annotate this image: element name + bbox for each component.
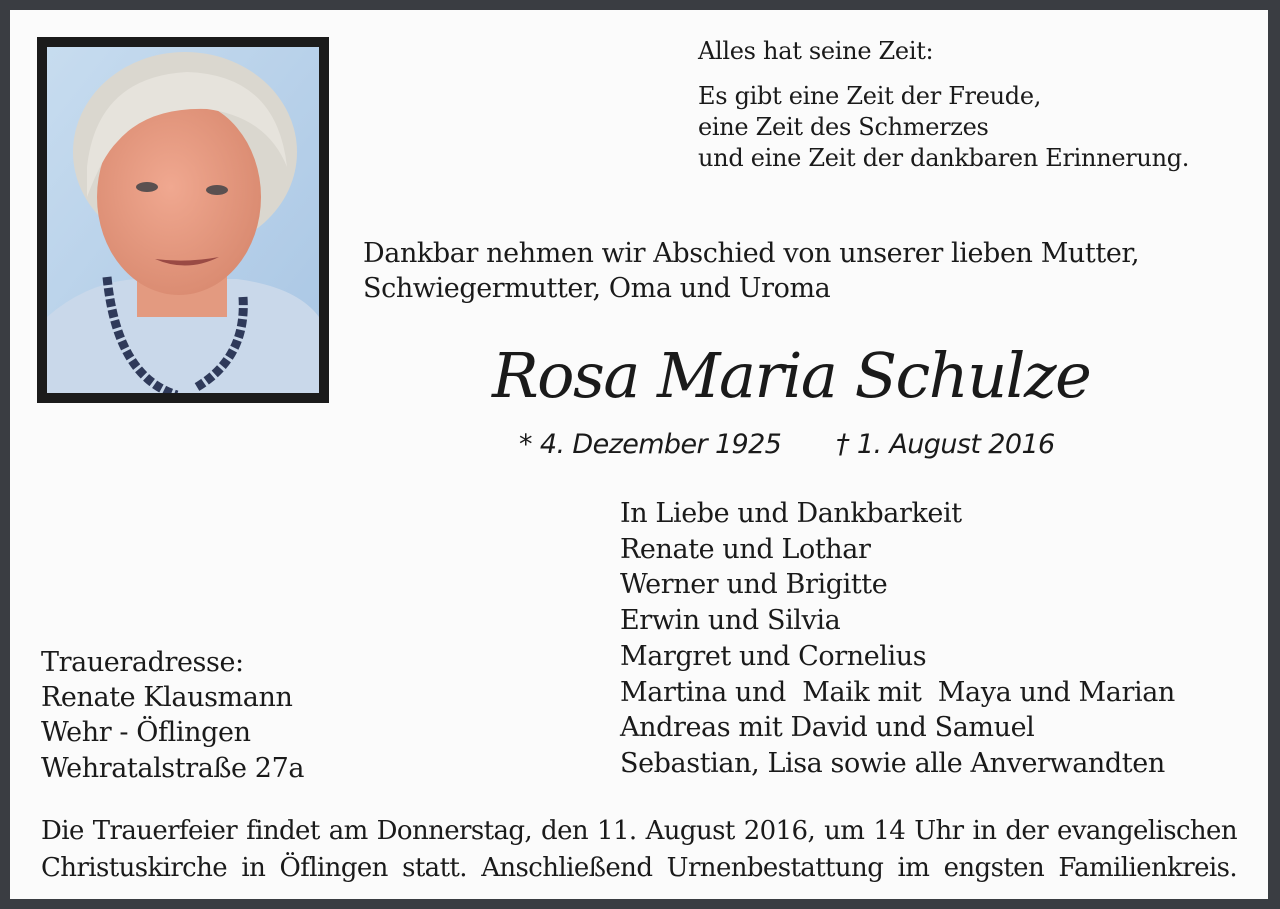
- family-line: In Liebe und Dankbarkeit: [620, 498, 962, 529]
- quote-heading: Alles hat seine Zeit:: [698, 37, 934, 65]
- quote-line: und eine Zeit der dankbaren Erinnerung.: [698, 144, 1190, 172]
- quote-line: Es gibt eine Zeit der Freude,: [698, 82, 1042, 110]
- address-line: Wehratalstraße 27a: [41, 752, 305, 784]
- death-date: † 1. August 2016: [836, 429, 1055, 460]
- intro-text: [363, 236, 1139, 306]
- family-line: Erwin und Silvia: [620, 605, 841, 637]
- address-heading: Traueradresse:: [41, 647, 244, 678]
- family-line: Martina und Maik mit Maya und Marian: [620, 676, 1175, 708]
- address-line: Renate Klausmann: [41, 682, 293, 714]
- funeral-notice: [41, 813, 1237, 887]
- mourning-address: [41, 645, 304, 786]
- family-line: Renate und Lothar: [620, 533, 871, 565]
- funeral-line: Die Trauerfeier findet am Donnerstag, den 11. August 2016, um 14 Uhr in der evangelischen: [41, 816, 1237, 846]
- family-line: Andreas mit David und Samuel: [620, 712, 1035, 744]
- family-line: Margret und Cornelius: [620, 640, 927, 672]
- address-line: Wehr - Öflingen: [41, 717, 251, 749]
- quote-line: eine Zeit des Schmerzes: [698, 113, 989, 141]
- family-list: [620, 496, 1175, 782]
- intro-line: Dankbar nehmen wir Abschied von unserer lieben Mutter,: [363, 238, 1140, 269]
- quote-block: [698, 36, 1189, 174]
- intro-line: Schwiegermutter, Oma und Uroma: [363, 273, 831, 304]
- birth-date: * 4. Dezember 1925: [519, 429, 782, 460]
- family-line: Werner und Brigitte: [620, 569, 888, 601]
- obituary-notice: [10, 10, 1268, 899]
- deceased-name: Rosa Maria Schulze: [492, 339, 1091, 412]
- funeral-line: Christuskirche in Öflingen statt. Anschließend Urnenbestattung im engsten Familienkreis.: [41, 853, 1237, 883]
- family-line: Sebastian, Lisa sowie alle Anverwandten: [620, 747, 1165, 779]
